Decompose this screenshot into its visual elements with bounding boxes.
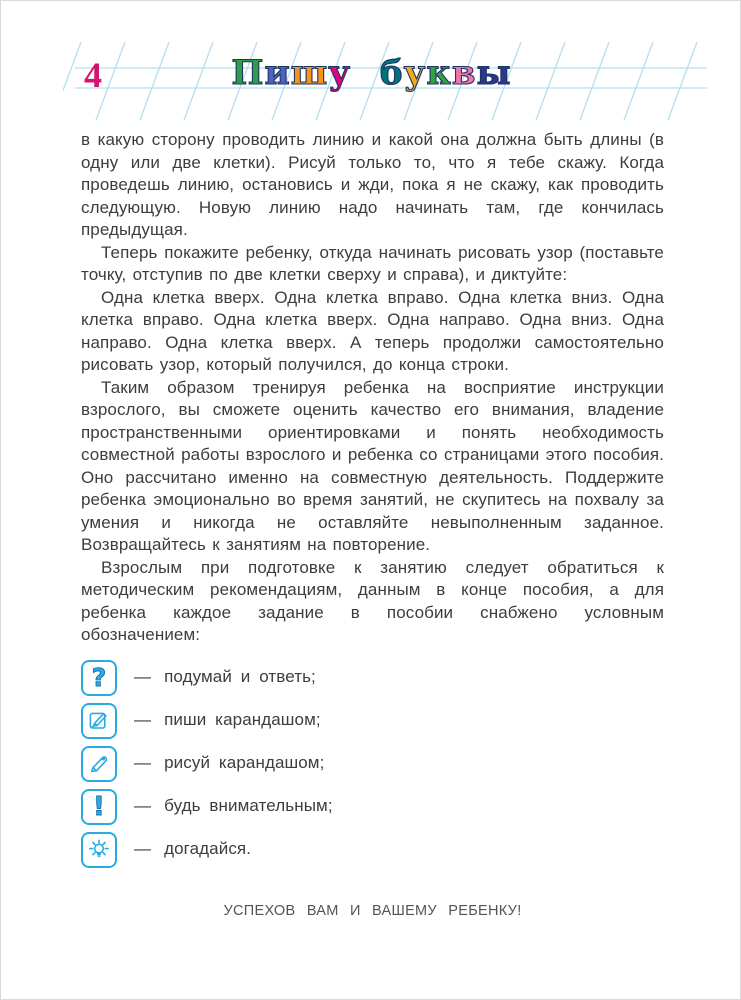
paragraph: Теперь покажите ребенку, откуда начинать рисовать узор (поставьте точку, отступив по две клетки сверху и справа), и диктуйте: [81,242,664,284]
paragraph: Одна клетка вверх. Одна клетка вправо. Одна клетка вниз. Одна клетка вправо. Одна клетка вверх. Одна направо. Одна вниз. Одна направо. Одна клетка вверх. А теперь продолжи самостоятельно рисовать узор, который получился, до конца строки. [81,287,664,374]
legend-dash: — [134,710,152,730]
title-letter: П [231,53,265,93]
title-letter: в [451,53,477,93]
pencil-icon [81,746,117,782]
legend-item [81,660,664,696]
title-letter: к [426,53,452,93]
title-letter: и [264,53,291,93]
footer-wish: УСПЕХОВ ВАМ И ВАШЕМУ РЕБЕНКУ! [223,902,522,919]
pen-paper-icon [81,703,117,739]
page-title [1,53,741,95]
page-number: 4 [84,55,102,95]
legend-item-label: догадайся. [164,839,252,859]
legend-dash: — [134,753,152,773]
legend [81,660,664,868]
page-header [1,1,741,126]
paragraph: Таким образом тренируя ребенка на восприятие инструкции взрослого, вы сможете оценить качество его внимания, владение пространственными ориентировками и понять необходимость совместной работы взрослого и ребенка со страницами этого пособия. Оно рассчитано именно на совместную деятельность. Поддержите ребенка эмоционально во время занятий, не скупитесь на похвалу за умения и никогда не оставляйте невыполненным заданное. Возвращайтесь к занятиям на повторение. [81,377,664,554]
bulb-icon [81,832,117,868]
legend-item-label: пиши карандашом; [164,710,321,730]
exclamation-icon: ! [81,789,117,825]
question-icon: ? [81,660,117,696]
title-letter: б [379,53,404,93]
legend-dash: — [134,796,152,816]
legend-item-label: будь внимательным; [164,796,333,816]
legend-dash: — [134,667,152,687]
title-word [380,55,512,92]
title-letter: ш [290,53,329,93]
legend-item [81,703,664,739]
paragraph: в какую сторону проводить линию и какой она должна быть длины (в одну или две клетки). Рисуй только то, что я тебе скажу. Когда проведешь линию, остановись и жди, пока я не скажу, как проводить следующую. Новую линию надо начинать там, где кончилась предыдущая. [81,130,664,239]
legend-dash: — [134,839,152,859]
legend-item [81,746,664,782]
legend-item [81,832,664,868]
legend-item [81,789,664,825]
title-word [231,55,351,92]
legend-item-label: подумай и ответь; [164,667,316,687]
title-letter: у [328,53,352,93]
title-letter: у [403,53,427,93]
legend-item-label: рисуй карандашом; [164,753,325,773]
paragraph: Взрослым при подготовке к занятию следует обратиться к методическим рекомендациям, данным в конце пособия, а для ребенка каждое задание в пособии снабжено условным обозначением: [81,557,664,644]
page-content [81,129,664,922]
title-letter: ы [476,53,512,93]
